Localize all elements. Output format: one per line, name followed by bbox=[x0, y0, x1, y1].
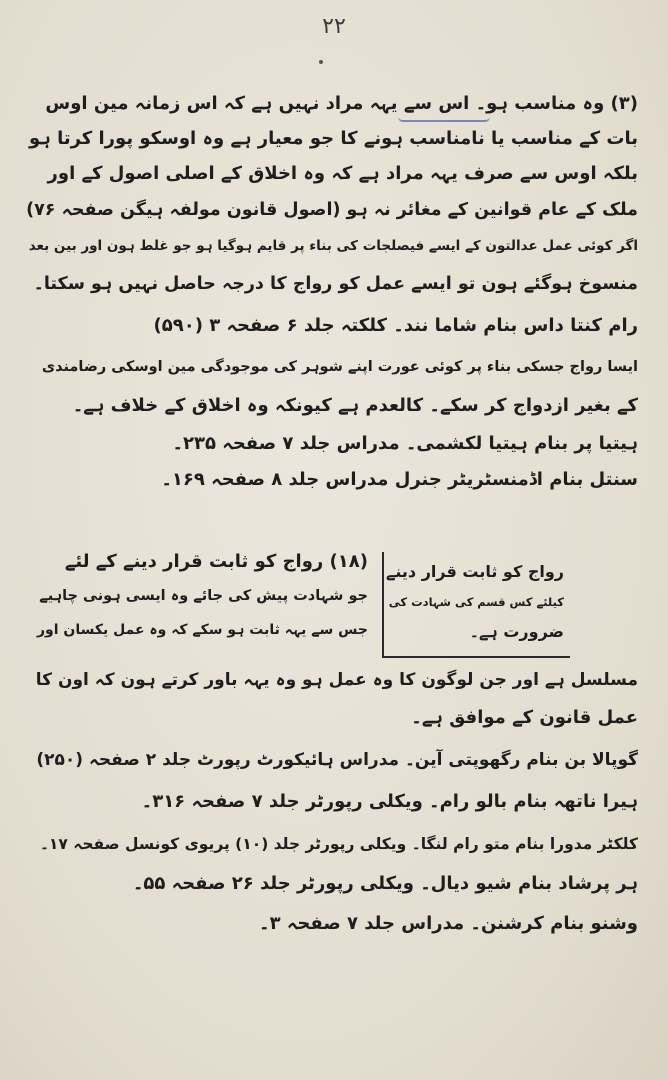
citation-line-4: گوپالا بن بنام رگھوپتی آین۔ مدراس ہائیکورٹ رپورٹ جلد ۲ صفحہ (۲۵۰) bbox=[36, 750, 638, 770]
text-line-1: (۳) وہ مناسب ہو۔ اس سے یہہ مراد نہیں ہے کہ اس زمانہ مین اوس bbox=[45, 93, 638, 114]
page-number: ۲۲ bbox=[322, 14, 346, 39]
text-line-6: منسوخ ہوگئے ہون تو ایسے عمل کو رواج کا درجہ حاصل نہیں ہو سکتا۔ bbox=[33, 274, 638, 294]
para18-line-2: جو شہادت پیش کی جائے وہ ایسی ہونی چاہیے bbox=[39, 588, 368, 604]
para18-line-1: (۱۸) رواج کو ثابت قرار دینے کے لئے bbox=[64, 551, 368, 572]
text-line-10: عمل قانون کے موافق ہے۔ bbox=[411, 707, 638, 728]
margin-note-line-2: کیلئے کس قسم کی شہادت کی bbox=[388, 595, 564, 609]
margin-note-line-3: ضرورت ہے۔ bbox=[469, 622, 564, 641]
margin-note-line-1: رواج کو ثابت قرار دینے bbox=[386, 562, 564, 581]
text-line-3: بلکہ اوس سے صرف یہہ مراد ہے کہ وہ اخلاق کے اصلی اصول کے اور bbox=[47, 163, 638, 184]
text-line-7: ایسا رواج جسکی بناء پر کوئی عورت اپنے شوہر کی موجودگی مین اوسکی رضامندی bbox=[41, 359, 638, 375]
continuation-text bbox=[18, 0, 638, 1080]
citation-line-5: ہیرا ناتھہ بنام بالو رام۔ ویکلی رپورٹر جلد ۷ صفحہ ۳۱۶۔ bbox=[141, 791, 638, 812]
citation-line-8: وشنو بنام کرشنن۔ مدراس جلد ۷ صفحہ ۳۔ bbox=[259, 913, 638, 934]
citation-line-7: ہر پرشاد بنام شیو دیال۔ ویکلی رپورٹر جلد ۲۶ صفحہ ۵۵۔ bbox=[132, 873, 638, 894]
text-line-8: کے بغیر ازدواج کر سکے۔ کالعدم ہے کیونکہ وہ اخلاق کے خلاف ہے۔ bbox=[72, 395, 638, 416]
citation-line-2: ہیتیا پر بنام ہیتیا لکشمی۔ مدراس جلد ۷ صفحہ ۲۳۵۔ bbox=[172, 433, 638, 454]
text-line-5: اگر کوئی عمل عدالتون کے ایسے فیصلجات کی بناء پر قایم ہوگیا ہو جو غلط ہون اور بین بعد bbox=[28, 238, 638, 254]
citation-line-6: کلکٹر مدورا بنام متو رام لنگا۔ ویکلی رپورٹر جلد (۱۰) پریوی کونسل صفحہ ۱۷۔ bbox=[39, 835, 638, 853]
text-line-2: بات کے مناسب یا نامناسب ہونے کا جو معیار ہے وہ اوسکو پورا کرتا ہو bbox=[28, 128, 638, 149]
citation-line-3: سنتل بنام اڈمنسٹریٹر جنرل مدراس جلد ۸ صفحہ ۱۶۹۔ bbox=[161, 469, 638, 490]
para18-line-3: جس سے یہہ ثابت ہو سکے کہ وہ عمل یکسان اور bbox=[36, 622, 368, 638]
text-line-4: ملک کے عام قوانین کے مغائر نہ ہو (اصول قانون مولفہ ہیگن صفحہ ۷۶) bbox=[26, 200, 638, 220]
citation-line-1: رام کنتا داس بنام شاما نند۔ کلکتہ جلد ۶ صفحہ ۳ (۵۹۰) bbox=[153, 315, 638, 336]
text-line-9: مسلسل ہے اور جن لوگون کا وہ عمل ہو وہ یہہ باور کرتے ہون کہ اون کا bbox=[35, 670, 638, 690]
